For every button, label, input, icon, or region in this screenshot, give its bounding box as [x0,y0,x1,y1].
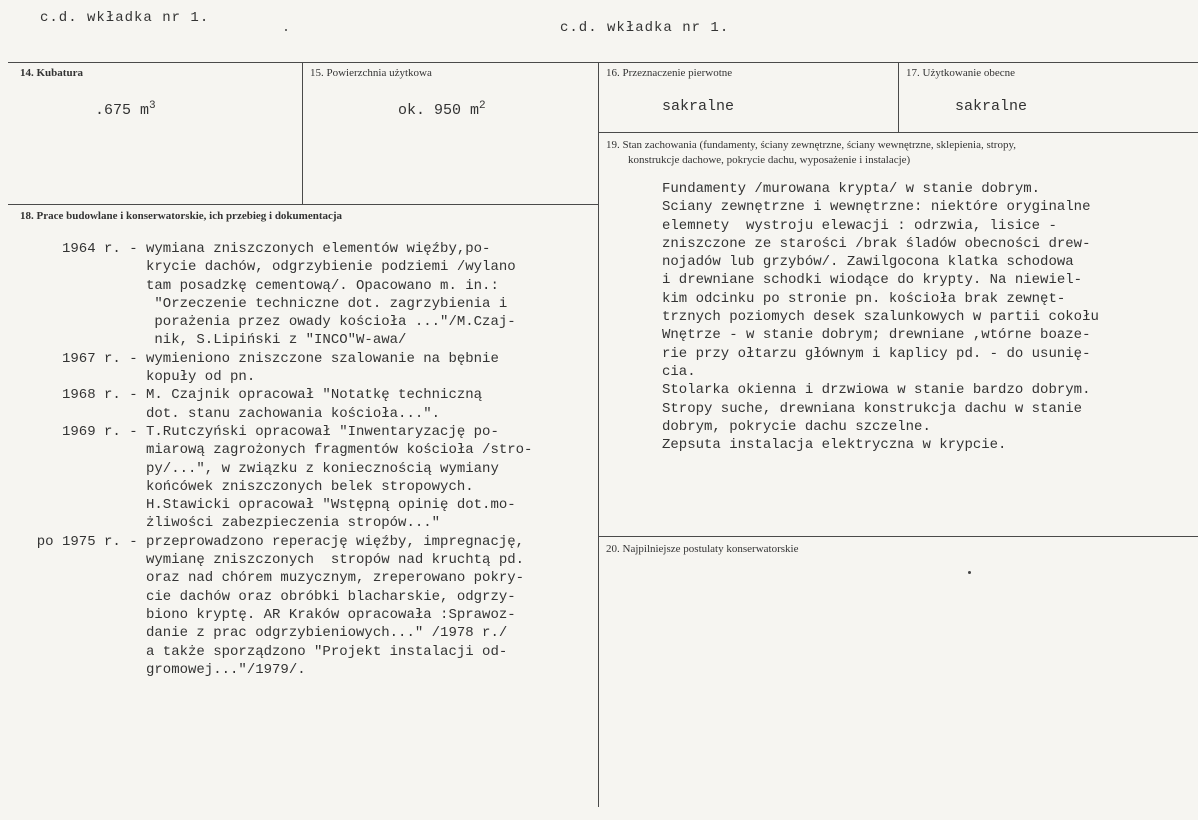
kubatura-exponent: 3 [149,100,156,112]
prace-line: biono kryptę. AR Kraków opracowała :Sprawoz- [146,606,516,623]
prace-line: kopuły od pn. [146,369,256,386]
stan-line: rie przy ołtarzu głównym i kaplicy pd. - do usunię- [662,345,1091,362]
prace-line: wymiana zniszczonych elementów więźby,po- [146,241,491,257]
stan-text [662,180,1099,454]
ink-dot [285,29,287,31]
divider-14-15 [302,62,303,204]
rule-above-19 [598,132,1198,133]
prace-year: 1969 r. - [61,423,146,440]
prace-line: oraz nad chórem muzycznym, zreperowano pokry- [146,570,525,587]
prace-line: przeprowadzono reperację więźby, impregnację, [146,533,525,550]
kubatura-value [95,100,156,119]
ink-dot [968,571,971,574]
powierzchnia-value [398,100,486,119]
prace-line: wymianę zniszczonych stropów nad kruchtą pd. [146,552,525,569]
rule-above-20 [598,536,1198,537]
uzytkowanie-label: 17. Użytkowanie obecne [906,67,1016,79]
prace-list [0,240,532,679]
prace-line: M. Czajnik opracował "Notatkę techniczną [146,387,483,404]
prace-label: 18. Prace budowlane i konserwatorskie, ich przebieg i dokumentacja [20,210,343,222]
prace-entry [0,240,532,350]
stan-line: trznych poziomych desek szalunkowych w partii cokołu [662,309,1099,326]
prace-text [146,386,482,423]
prace-entry [0,386,532,423]
prace-text [146,533,524,679]
prace-line: T.Rutczyński opracował "Inwentaryzację po- [146,423,499,440]
prace-line: tam posadzkę cementową/. Opacowano m. in.: [146,277,499,294]
uzytkowanie-value: sakralne [955,98,1028,115]
stan-line: cia. [662,363,696,380]
przeznaczenie-value: sakralne [662,98,735,115]
stan-line: Stropy suche, drewniana konstrukcja dachu w stanie [662,400,1083,417]
prace-line: a także sporządzono "Projekt instalacji od- [146,643,508,660]
prace-entry [0,350,532,387]
prace-entry [0,423,532,533]
prace-text [146,350,499,387]
prace-year: 1964 r. - [61,241,146,257]
rule-above-18 [8,204,598,205]
prace-line: danie z prac odgrzybieniowych..." /1978 r./ [146,625,508,642]
prace-line: miarową zagrożonych fragmentów kościoła /stro- [146,442,533,459]
prace-line: cie dachów oraz obróbki blacharskie, odgrzy- [146,588,516,605]
prace-year: 1968 r. - [61,387,146,404]
stan-line: i drewniane schodki wiodące do krypty. Na niewiel- [662,272,1083,289]
prace-line: py/...", w związku z koniecznością wymiany [146,460,499,477]
przeznaczenie-label: 16. Przeznaczenie pierwotne [606,67,733,79]
stan-line: elemnety wystroju elewacji : odrzwia, lisice - [662,217,1057,234]
prace-text [146,240,516,350]
stan-line: Sciany zewnętrzne i wewnętrzne: niektóre oryginalne [662,199,1091,216]
postulaty-label: 20. Najpilniejsze postulaty konserwatorskie [606,543,799,555]
prace-line: żliwości zabezpieczenia stropów..." [146,515,441,532]
divider-16-17 [898,62,899,132]
prace-line: wymieniono zniszczone szalowanie na bębnie [146,350,499,367]
stan-line: dobrym, pokrycie dachu szczelne. [662,418,931,435]
prace-line: gromowej..."/1979/. [146,661,306,678]
prace-line: krycie dachów, odgrzybienie podziemi /wylano [146,259,516,276]
kubatura-label: 14. Kubatura [20,67,83,79]
kubatura-number: .675 m [95,102,150,119]
powierzchnia-label: 15. Powierzchnia użytkowa [310,67,432,79]
powierzchnia-number: ok. 950 m [398,102,480,119]
stan-line: Wnętrze - w stanie dobrym; drewniane ,wtórne boaze- [662,327,1091,344]
stan-line: zniszczone ze starości /brak śladów obecności drew- [662,235,1091,252]
prace-line: "Orzeczenie techniczne dot. zagrzybienia i [146,295,508,312]
stan-label-line1: 19. Stan zachowania (fundamenty, ściany zewnętrzne, ściany wewnętrzne, sklepienia, stropy, [606,139,1017,151]
top-rule [8,62,1198,63]
prace-year: 1967 r. - [61,350,146,367]
prace-line: dot. stanu zachowania kościoła...". [146,405,441,422]
prace-entry [0,533,532,679]
prace-line: H.Stawicki opracował "Wstępną opinię dot.mo- [146,497,516,514]
stan-label-line2: konstrukcje dachowe, pokrycie dachu, wyposażenie i instalacje) [628,154,911,166]
header-left: c.d. wkładka nr 1. [40,10,210,26]
stan-line: nojadów lub grzybów/. Zawilgocona klatka schodowa [662,254,1074,271]
prace-year: po 1975 r. - [36,533,146,550]
stan-line: Stolarka okienna i drzwiowa w stanie bardzo dobrym. [662,382,1091,399]
stan-line: Fundamenty /murowana krypta/ w stanie dobrym. [662,181,1041,197]
prace-line: nik, S.Lipiński z "INCO"W-awa/ [146,332,407,349]
stan-line: kim odcinku po stronie pn. kościoła brak zewnęt- [662,290,1066,307]
prace-text [146,423,532,533]
powierzchnia-exponent: 2 [479,100,486,112]
stan-line: Zepsuta instalacja elektryczna w krypcie. [662,437,1007,454]
left-column-divider [598,62,599,807]
prace-line: końcówek zniszczonych belek stropowych. [146,478,474,495]
header-center: c.d. wkładka nr 1. [560,20,730,36]
prace-line: porażenia przez owady kościoła ..."/M.Czaj- [146,314,516,331]
